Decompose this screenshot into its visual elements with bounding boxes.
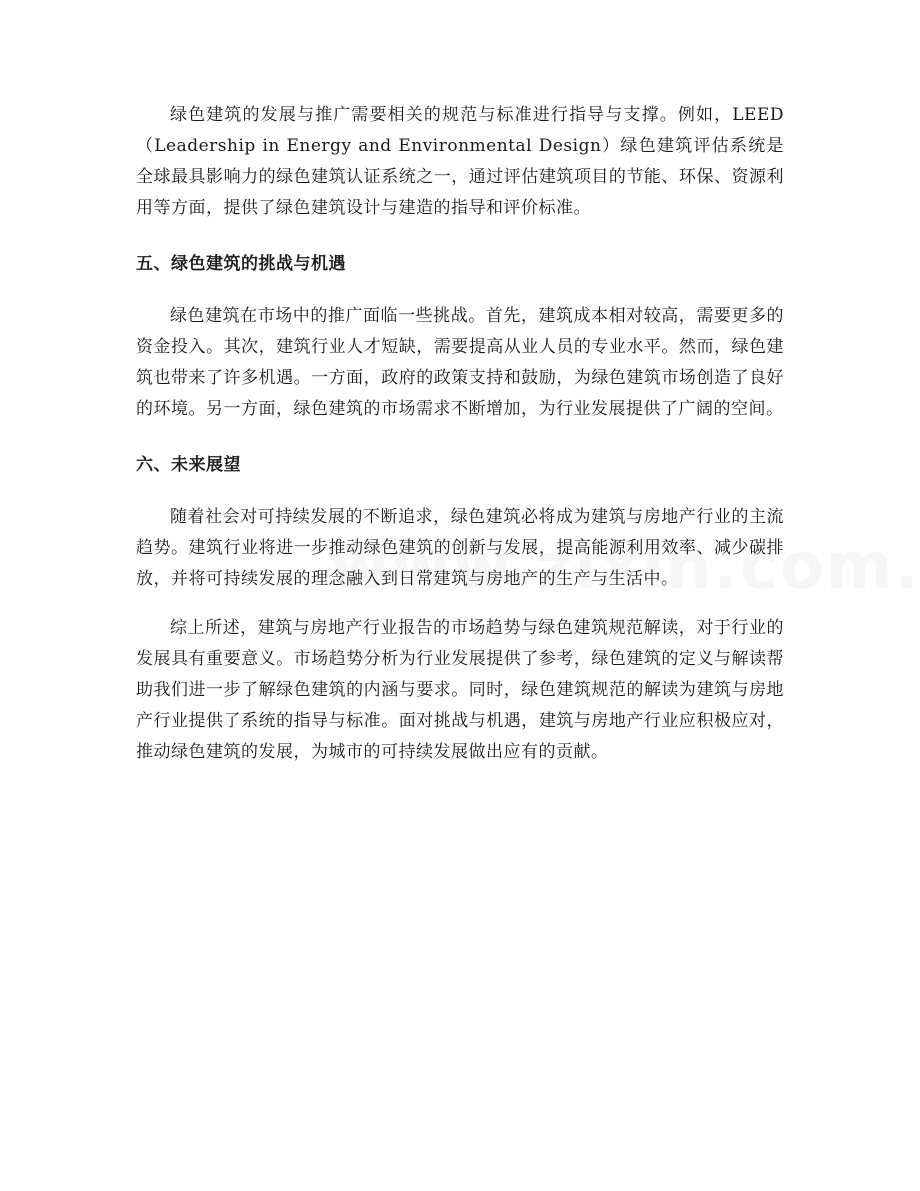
paragraph-conclusion: 综上所述，建筑与房地产行业报告的市场趋势与绿色建筑规范解读，对于行业的发展具有重要意义。市场趋势分析为行业发展提供了参考，绿色建筑的定义与解读帮助我们进一步了解绿色建筑的内涵与要求。同时，绿色建筑规范的解读为建筑与房地产行业提供了系统的指导与标准。面对挑战与机遇，建筑与房地产行业应积极应对，推动绿色建筑的发展，为城市的可持续发展做出应有的贡献。 [136,618,784,762]
paragraph-challenges: 绿色建筑在市场中的推广面临一些挑战。首先，建筑成本相对较高，需要更多的资金投入。其次，建筑行业人才短缺，需要提高从业人员的专业水平。然而，绿色建筑也带来了许多机遇。一方面，政府的政策支持和鼓励，为绿色建筑市场创造了良好的环境。另一方面，绿色建筑的市场需求不断增加，为行业发展提供了广阔的空间。 [136,306,784,419]
section-heading-outlook: 六、未来展望 [136,455,241,475]
section-heading-challenges: 五、绿色建筑的挑战与机遇 [136,254,346,274]
paragraph-leed-standards: 绿色建筑的发展与推广需要相关的规范与标准进行指导与支撑。例如，LEED（Leadership in Energy and Environmental Design）绿色建筑评估系统是全球最具影响力的绿色建筑认证系统之一，通过评估建筑项目的节能、环保、资源利用等方面，提供了绿色建筑设计与建造的指导和评价标准。 [136,105,784,218]
document-page [136,100,784,768]
paragraph-outlook: 随着社会对可持续发展的不断追求，绿色建筑必将成为建筑与房地产行业的主流趋势。建筑行业将进一步推动绿色建筑的创新与发展，提高能源利用效率、减少碳排放，并将可持续发展的理念融入到日常建筑与房地产的生产与生活中。 [136,507,784,589]
